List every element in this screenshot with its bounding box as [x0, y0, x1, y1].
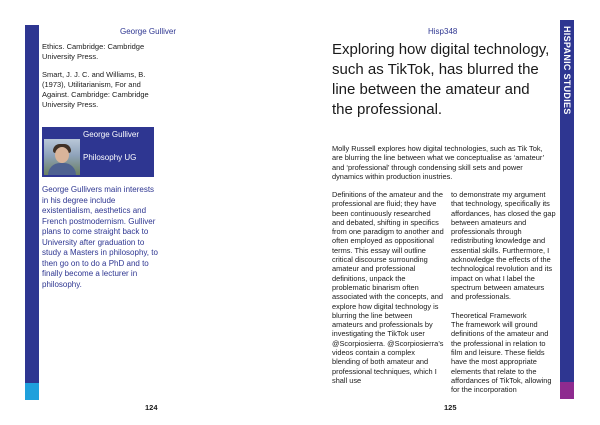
author-avatar — [44, 139, 80, 175]
reference-item: Smart, J. J. C. and Williams, B. (1973), Utilitarianism, For and Against. Cambridge: Cambridge University Press. — [42, 70, 149, 109]
left-sidebar-bar — [25, 25, 39, 400]
section-label — [560, 26, 574, 126]
author-name: George Gulliver — [83, 130, 140, 139]
article-column-2 — [451, 190, 556, 395]
article-column-1: Definitions of the amateur and the professional are fluid; they have been continuously researched and debated, shifting in specifics from one paradigm to another and often employed as oppositional terms. This essay will outline critical discourse surrounding amateur and professional definitions, unpack the problematic binarism often associated with the concepts, and explore how digital technology is blurring the line between amateurs and professionals by investigating the TikTok user @Scorpiosierra. @Scorpiosierra’s videos contain a complex blending of both amateur and professional techniques, which I shall use — [332, 190, 444, 385]
left-running-head: George Gulliver — [120, 27, 177, 36]
column-2-heading: Theoretical Framework — [451, 310, 527, 320]
author-course: Philosophy UG — [83, 153, 137, 162]
section-label-text: HISPANIC STUDIES — [562, 26, 572, 115]
column-2-paragraph-2: The framework will ground definitions of the amateur and the professional in relation to film and leisure. These fields have the most appropriate elements that relate to the affordances of TikTok, allowing for the incorporation — [451, 320, 552, 395]
right-sidebar-accent — [560, 382, 574, 399]
left-sidebar-accent — [25, 383, 39, 400]
left-page-number: 124 — [145, 403, 158, 412]
right-page-number: 125 — [444, 403, 457, 412]
column-2-paragraph-1: to demonstrate my argument that technology, specifically its affordances, has closed the gap between amateurs and professionals through redistributing knowledge and essential skills. Furthermore, I acknowledge the effects of the technological revolution and its impact on what I label the spectrum between amateurs and professionals. — [451, 190, 556, 302]
article-intro: Molly Russell explores how digital technologies, such as Tik Tok, are blurring the line between what we conceptualise as ‘amateur’ and ‘professional’ through condensing skill sets and power dynamics within production inustries. — [332, 144, 544, 181]
article-title: Exploring how digital technology, such as TikTok, has blurred the line between the amateur and the professional. — [332, 41, 550, 118]
right-running-head: Hisp348 — [428, 27, 458, 36]
references-list — [42, 42, 162, 118]
author-bio: George Gullivers main interests in his degree include existentialism, aesthetics and French postmodernism. Gulliver plans to come straight back to University after graduation to study a Masters in philosophy, to then go on to do a PhD and to finally become a lecturer in philosophy. — [42, 185, 158, 289]
reference-item: Ethics. Cambridge: Cambridge University Press. — [42, 42, 145, 61]
